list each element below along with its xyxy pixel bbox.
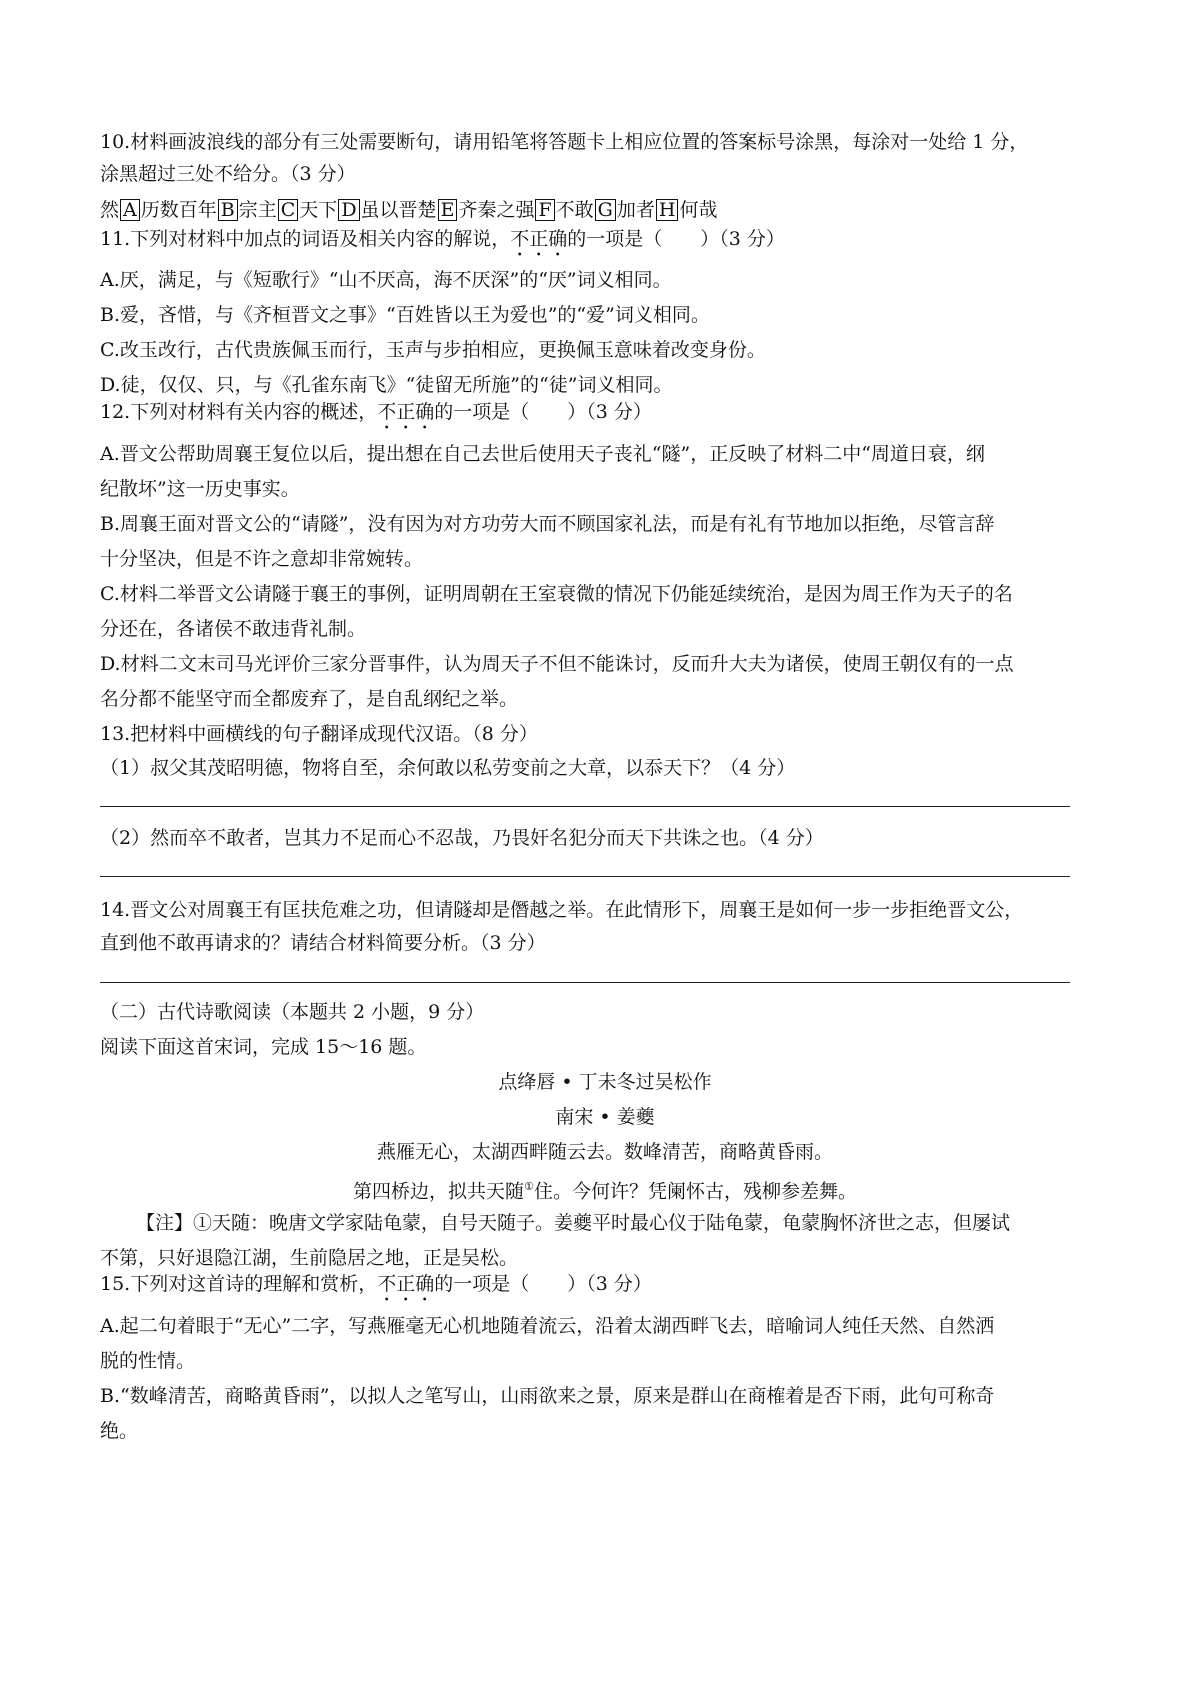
poem-line-2-post: 住。今何许？凭阑怀古，残柳参差舞。 <box>533 1180 857 1203</box>
q12-option-a-line1: A.晋文公帮助周襄王复位以后，提出想在自己去世后使用天子丧礼“隧”，正反映了材料二中“周道日衰，纲 <box>100 443 985 465</box>
poem-note-line1: 【注】①天随：晚唐文学家陆龟蒙，自号天随子。姜夔平时最心仪于陆龟蒙，龟蒙胸怀济世之志，但屡试 <box>136 1212 1011 1234</box>
q11-option-d: D.徒，仅仅、只，与《孔雀东南飞》“徒留无所施”的“徒”词义相同。 <box>100 374 673 396</box>
q12-stem-post: 的一项是（ ）（3 分） <box>434 401 652 423</box>
footnote-marker: ① <box>524 1180 534 1193</box>
poem-author: 南宋 • 姜夔 <box>555 1106 655 1128</box>
q10-label-box[interactable]: B <box>218 199 238 221</box>
q11-stem-emphasis: 不正确 <box>510 228 568 250</box>
q10-stem-line2: 涂黑超过三处不给分。（3 分） <box>100 163 356 185</box>
q14-answer-line[interactable] <box>100 982 1070 983</box>
q10-segment-row <box>100 198 717 222</box>
q11-stem <box>100 227 785 261</box>
q10-label-box[interactable]: E <box>438 199 458 221</box>
poem-line-2-pre: 第四桥边，拟共天随 <box>353 1180 525 1203</box>
poem-title: 点绛唇 • 丁未冬过吴松作 <box>498 1071 712 1093</box>
poem-line-1: 燕雁无心，太湖西畔随云去。数峰清苦，商略黄昏雨。 <box>376 1141 833 1163</box>
poem-note-line2: 不第，只好退隐江湖，生前隐居之地，正是吴松。 <box>100 1247 519 1269</box>
q15-stem <box>100 1272 652 1306</box>
q10-segment: 何哉 <box>679 199 718 221</box>
q13-sentence-2: （2）然而卒不敢者，岂其力不足而心不忍哉，乃畏奸名犯分而天下共诛之也。（4 分） <box>100 827 824 849</box>
q10-label-box[interactable]: C <box>278 199 299 221</box>
q13-sentence-1: （1）叔父其茂昭明德，物将自至，余何敢以私劳变前之大章，以忝天下？（4 分） <box>100 757 796 779</box>
q10-label-box[interactable]: H <box>656 199 679 221</box>
q12-stem-pre: 12.下列对材料有关内容的概述， <box>100 401 378 423</box>
q12-option-b-line2: 十分坚决，但是不许之意却非常婉转。 <box>100 548 424 570</box>
q10-segment: 不敢 <box>555 199 594 221</box>
q13-stem: 13.把材料中画横线的句子翻译成现代汉语。（8 分） <box>100 723 538 745</box>
q11-option-c: C.改玉改行，古代贵族佩玉而行，玉声与步拍相应，更换佩玉意味着改变身份。 <box>100 339 766 361</box>
q15-option-a-line1: A.起二句着眼于“无心”二字，写燕雁毫无心机地随着流云，沿着太湖西畔飞去，暗喻词人纯任天然、自然洒 <box>100 1315 995 1337</box>
q15-option-b-line1: B.“数峰清苦，商略黄昏雨”，以拟人之笔写山，山雨欲来之景，原来是群山在商榷着是否下雨，此句可称奇 <box>100 1385 995 1407</box>
q11-stem-post: 的一项是（ ）（3 分） <box>567 228 785 250</box>
q10-label-box[interactable]: G <box>595 199 616 221</box>
q13-answer-line-2[interactable] <box>100 876 1070 877</box>
q10-segment: 然 <box>100 199 120 221</box>
q10-segment: 加者 <box>616 199 655 221</box>
poem-line-2 <box>100 1175 1110 1203</box>
q15-stem-post: 的一项是（ ）（3 分） <box>434 1273 652 1295</box>
q11-option-a: A.厌，满足，与《短歌行》“山不厌高，海不厌深”的“厌”词义相同。 <box>100 269 672 291</box>
q12-option-a-line2: 纪散坏”这一历史事实。 <box>100 478 300 500</box>
q12-option-d-line2: 名分都不能坚守而全都废弃了，是自乱纲纪之举。 <box>100 688 519 710</box>
q10-label-box[interactable]: F <box>535 199 554 221</box>
q12-option-d-line1: D.材料二文末司马光评价三家分晋事件，认为周天子不但不能诛讨，反而升大夫为诸侯，使周王朝仅有的一点 <box>100 653 1014 675</box>
q14-stem-line2: 直到他不敢再请求的？请结合材料简要分析。（3 分） <box>100 932 546 954</box>
q15-stem-pre: 15.下列对这首诗的理解和赏析， <box>100 1273 378 1295</box>
q12-option-c-line2: 分还在，各诸侯不敢违背礼制。 <box>100 618 367 640</box>
q13-answer-line-1[interactable] <box>100 806 1070 807</box>
q15-option-b-line2: 绝。 <box>100 1420 139 1442</box>
section-intro: 阅读下面这首宋词，完成 15～16 题。 <box>100 1036 427 1058</box>
q11-option-b: B.爱，吝惜，与《齐桓晋文之事》“百姓皆以王为爱也”的“爱”词义相同。 <box>100 304 710 326</box>
q12-option-c-line1: C.材料二举晋文公请隧于襄王的事例，证明周朝在王室衰微的情况下仍能延续统治，是因为周王作为天子的名 <box>100 583 1013 605</box>
q10-label-box[interactable]: D <box>338 199 359 221</box>
q15-stem-emphasis: 不正确 <box>377 1273 435 1295</box>
q11-stem-pre: 11.下列对材料中加点的词语及相关内容的解说， <box>100 228 511 250</box>
q14-stem-line1: 14.晋文公对周襄王有匡扶危难之功，但请隧却是僭越之举。在此情形下，周襄王是如何一步一步拒绝晋文公， <box>100 899 1024 921</box>
q15-option-a-line2: 脱的性情。 <box>100 1350 196 1372</box>
q12-stem-emphasis: 不正确 <box>377 401 435 423</box>
q12-stem <box>100 400 652 434</box>
q10-segment: 虽以晋楚 <box>360 199 437 221</box>
q10-segment: 历数百年 <box>140 199 217 221</box>
section-heading: （二）古代诗歌阅读（本题共 2 小题，9 分） <box>100 1001 485 1023</box>
q10-segment: 宗主 <box>238 199 277 221</box>
q10-segment: 天下 <box>299 199 338 221</box>
q12-option-b-line1: B.周襄王面对晋文公的“请隧”，没有因为对方功劳大而不顾国家礼法，而是有礼有节地加以拒绝，尽管言辞 <box>100 513 995 535</box>
q10-segment: 齐秦之强 <box>458 199 535 221</box>
q10-label-box[interactable]: A <box>120 199 140 221</box>
q10-stem-line1: 10.材料画波浪线的部分有三处需要断句，请用铅笔将答题卡上相应位置的答案标号涂黑，每涂对一处给 1 分， <box>100 131 1029 153</box>
